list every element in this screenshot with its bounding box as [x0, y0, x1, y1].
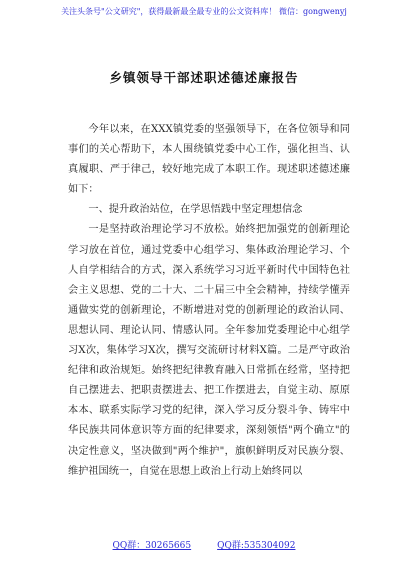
- footer-qq-group-1: QQ群：30265665: [112, 541, 192, 551]
- document-body: [68, 120, 350, 482]
- section-heading: 一、提升政治站位，在学思悟践中坚定理想信念: [88, 204, 303, 216]
- paragraph-section-1: 一是坚持政治理论学习不放松。始终把加强党的创新理论学习放在首位，通过党委中心组学习、集体政治理论学习、个人自学相结合的方式，深入系统学习习近平新时代中国特色社会主义思想、党的二十大、二十届三中全会精神，持续学懂弄通做实党的创新理论，不断增进对党的创新理论的政治认同、思想认同、理论认同、情感认同。全年参加党委理论中心组学习X次，集体学习X次，撰写交流研讨材料X篇。二是严守政治纪律和政治规矩。始终把纪律教育融入日常抓在经常，坚持把自己摆进去、把职责摆进去、把工作摆进去，自觉主动、原原本本、联系实际学习党的纪律，深入学习反分裂斗争、铸牢中华民族共同体意识等方面的纪律要求，深刻领悟"两个确立"的决定性意义，坚决做到"两个维护"，旗帜鲜明反对民族分裂、维护祖国统一，自觉在思想上政治上行动上始终同以: [68, 224, 350, 477]
- footer: [0, 538, 408, 551]
- footer-qq-group-2: QQ群:535304092: [217, 541, 296, 551]
- document-title: 乡镇领导干部述职述德述廉报告: [109, 70, 299, 85]
- paragraph-intro: 今年以来，在XXX镇党委的坚强领导下，在各位领导和同事们的关心帮助下，本人围绕镇党委中心工作，强化担当、认真履职、严于律己，较好地完成了本职工作。现述职述德述廉如下：: [68, 124, 350, 196]
- header-note: 关注头条号"公文研究"，获得最新最全最专业的公文资料库！ 微信：gongwenyj: [61, 7, 347, 16]
